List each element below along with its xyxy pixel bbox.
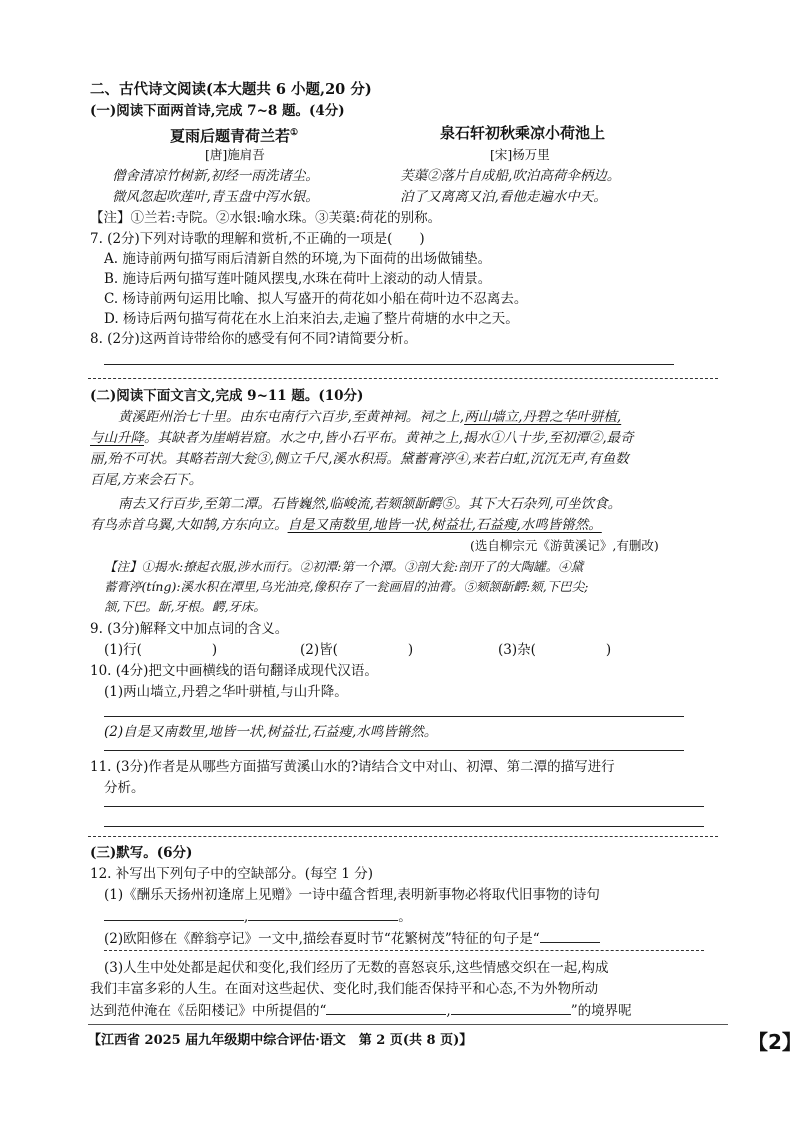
q7-option: D. 杨诗后两句描写荷花在水上泊来泊去,走遍了整片荷塘的水中之天。 <box>104 311 519 327</box>
q7-option: C. 杨诗前两句运用比喻、拟人写盛开的荷花如小船在荷叶边不忍离去。 <box>104 291 528 307</box>
footer-rule <box>88 1024 728 1025</box>
passage-line: 黄溪距州治七十里。由东屯南行六百步,至黄神祠。祠之上,两山墙立,丹碧之华叶骈植, <box>118 409 622 425</box>
q12-item-3-cont: 我们丰富多彩的人生。在面对这些起伏、变化时,我们能否保持平和心态,不为外物所动 <box>90 981 599 997</box>
poem1-line: 微风忽起吹莲叶,青玉盘中泻水银。 <box>112 189 319 205</box>
page-badge: 【2】 <box>748 1030 802 1054</box>
poem1-line: 僧舍清凉竹树新,初经一雨洗诸尘。 <box>112 168 319 184</box>
q10-stem: 10. (4分)把文中画横线的语句翻译成现代汉语。 <box>90 663 378 679</box>
q9-item-2: (2)皆( ) <box>300 642 414 658</box>
section-divider <box>88 836 718 837</box>
poem2-title: 泉石轩初秋乘凉小荷池上 <box>440 124 606 142</box>
passage-note: 【注】①揭水:撩起衣服,涉水而行。②初潭:第一个潭。③剖大瓮:剖开了的大陶罐。④黛 <box>104 559 584 574</box>
poem1-title: 夏雨后题青荷兰若① <box>170 127 299 145</box>
part3-heading: (三)默写。(6分) <box>90 845 193 861</box>
fill-blank[interactable] <box>451 1000 571 1015</box>
q12-item-3-cont: 达到范仲淹在《岳阳楼记》中所提倡的“ , ”的境界呢 <box>90 1000 632 1021</box>
passage-line: 有鸟赤首乌翼,大如鹄,方东向立。自是又南数里,地皆一状,树益壮,石益瘦,水鸣皆锵然。 <box>90 517 602 533</box>
part1-heading: (一)阅读下面两首诗,完成 7~8 题。(4分) <box>90 103 345 119</box>
passage-line: 百尾,方来会石下。 <box>90 472 203 488</box>
part2-heading: (二)阅读下面文言文,完成 9~11 题。(10分) <box>90 388 364 404</box>
section-heading: 二、古代诗文阅读(本大题共 6 小题,20 分) <box>90 81 372 98</box>
passage-line: 丽,殆不可状。其略若剖大瓮③,侧立千尺,溪水积焉。黛蓄膏渟④,来若白虹,沉沉无声,有鱼数 <box>90 451 629 467</box>
q9-stem: 9. (3分)解释文中加点词的含义。 <box>90 621 289 637</box>
footer-text: 【江西省 2025 届九年级期中综合评估·语文 第 2 页(共 8 页)】 <box>88 1033 473 1048</box>
q12-stem: 12. 补写出下列句子中的空缺部分。(每空 1 分) <box>90 866 373 882</box>
q10-sentence-2: (2)自是又南数里,地皆一状,树益壮,石益瘦,水鸣皆锵然。 <box>104 724 438 740</box>
passage-source: (选自柳宗元《游黄溪记》,有删改) <box>470 538 659 553</box>
poem1-author: [唐]施肩吾 <box>205 147 265 162</box>
q11-stem: 11. (3分)作者是从哪些方面描写黄溪山水的?请结合文中对山、初潭、第二潭的描写进行 <box>90 759 615 775</box>
q8-stem: 8. (2分)这两首诗带给你的感受有何不同?请简要分析。 <box>90 331 418 347</box>
answer-line[interactable] <box>104 364 674 365</box>
section-divider <box>88 378 718 379</box>
poem2-line: 芙蕖②落片自成船,吹泊高荷伞柄边。 <box>400 168 621 184</box>
poem2-author: [宋]杨万里 <box>490 147 550 162</box>
q12-item-2: (2)欧阳修在《醉翁亭记》一文中,描绘春夏时节“花繁树茂”特征的句子是“ <box>104 928 600 949</box>
q7-option: B. 施诗后两句描写莲叶随风摆曳,水珠在荷叶上滚动的动人情景。 <box>104 271 492 287</box>
passage-note: 蓄膏渟(tíng):溪水积在潭里,乌光油亮,像积存了一瓮画眉的油膏。⑤颏颔龂齶:颏,下巴尖; <box>104 579 589 594</box>
passage-line: 南去又行百步,至第二潭。石皆巍然,临峻流,若颏颔龂齶⑤。其下大石杂列,可坐饮食。 <box>118 496 622 512</box>
passage-line: 与山升降。其缺者为崖峭岩窟。水之中,皆小石平布。黄神之上,揭水①八十步,至初潭②,最奇 <box>90 430 634 446</box>
answer-line[interactable] <box>104 750 684 751</box>
q12-item-1: (1)《酬乐天扬州初逢席上见赠》一诗中蕴含哲理,表明新事物必将取代旧事物的诗句 <box>104 887 600 903</box>
item-divider <box>104 950 704 951</box>
q9-item-3: (3)杂( ) <box>498 642 612 658</box>
answer-line[interactable] <box>104 806 704 807</box>
fill-blank[interactable] <box>248 906 398 921</box>
poem2-line: 泊了又离离又泊,看他走遍水中天。 <box>400 189 607 205</box>
fill-blank[interactable] <box>540 928 600 943</box>
q7-stem: 7. (2分)下列对诗歌的理解和赏析,不正确的一项是( ) <box>90 231 425 247</box>
q12-item-3: (3)人生中处处都是起伏和变化,我们经历了无数的喜怒哀乐,这些情感交织在一起,构成 <box>104 960 609 976</box>
q7-option: A. 施诗前两句描写雨后清新自然的环境,为下面荷的出场做铺垫。 <box>104 251 492 267</box>
q12-item-1-blanks: , 。 <box>104 906 412 927</box>
answer-line[interactable] <box>104 716 684 717</box>
q9-item-1: (1)行( ) <box>104 642 218 658</box>
q11-stem-cont: 分析。 <box>104 780 145 796</box>
fill-blank[interactable] <box>326 1000 446 1015</box>
passage-note: 颔,下巴。龂,牙根。齶,牙床。 <box>104 599 266 614</box>
poem-note: 【注】①兰若:寺院。②水银:喻水珠。③芙蕖:荷花的别称。 <box>90 210 442 226</box>
answer-line[interactable] <box>104 826 704 827</box>
fill-blank[interactable] <box>104 906 244 921</box>
q10-sentence-1: (1)两山墙立,丹碧之华叶骈植,与山升降。 <box>104 684 348 700</box>
